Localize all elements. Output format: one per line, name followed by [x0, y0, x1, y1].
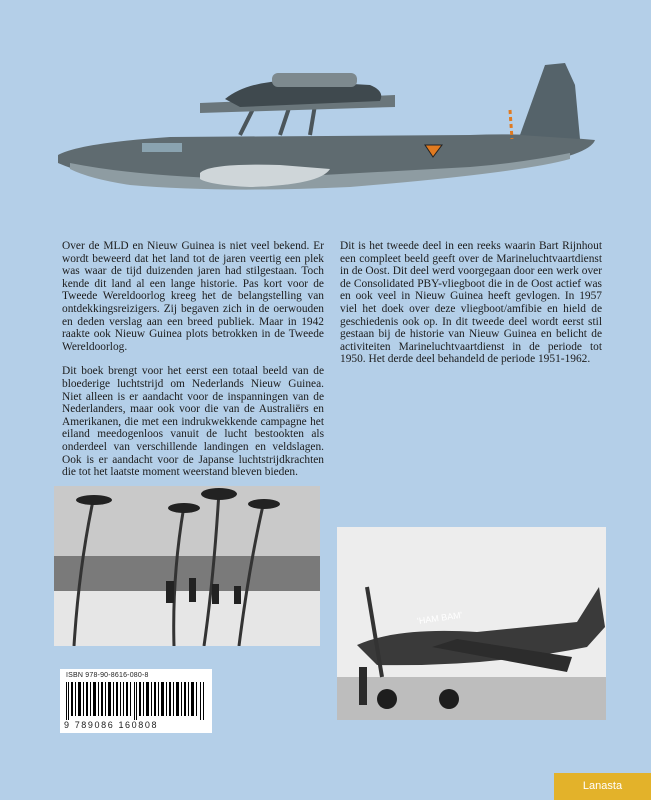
isbn-text: ISBN 978-90-8616-080-8 [66, 672, 149, 679]
left-text-column [62, 240, 324, 491]
barcode [60, 669, 212, 733]
book-paragraph: Dit boek brengt voor het eerst een totaal beeld van de bloederige luchtstrijd om Nederlands Nieuw Guinea. Niet alleen is er aandacht voor de inspanningen van de Nederlanders, maar ook voor die van de Australiërs en Amerikanen, die met een indrukwekkende campagne het eiland meedogenloos vanuit de lucht bestookten als onderdeel van verschillende landingen en veldslagen. Ook is er aandacht voor de Japanse luchtstrijdkrachten die tot het laatste moment weerstand bleven bieden. [62, 365, 324, 479]
nose-art-text: 'HAM BAM' [416, 609, 463, 627]
intro-paragraph: Over de MLD en Nieuw Guinea is niet veel bekend. Er wordt beweerd dat het land tot de jaren veertig een plek was waar de tijd duizenden jaren had stilgestaan. Toch kende dit land al een lange historie. Pas kort voor de Tweede Wereldoorlog kreeg het de belangstelling van ontdekkingsreizigers. Zij begaven zich in de oerwouden en deden verslag aan een breed publiek. Maar in 1942 raakte ook Nieuw Guinea plots betrokken in de Tweede Wereldoorlog. [62, 240, 324, 353]
fighter-aircraft-photo [337, 527, 606, 720]
right-text-column [340, 240, 602, 378]
publisher-badge: Lanasta [554, 773, 651, 800]
beach-landing-photo [54, 486, 320, 646]
barcode-bars [66, 682, 206, 720]
seaplane-illustration [50, 55, 610, 205]
barcode-number: 9 789086 160808 [64, 720, 159, 730]
series-paragraph: Dit is het tweede deel in een reeks waarin Bart Rijnhout een compleet beeld geeft over de Marineluchtvaartdienst in de Oost. Dit deel werd voorgegaan door een werk over de Consolidated PBY-vliegboot die in de Oost actief was en ook veel in Nieuw Guinea heeft gevlogen. In 1957 viel het doek over deze vliegboot/amfibie en hield de geschiedenis ook op. In dit tweede deel wordt eerst stil gestaan bij de historie van Nieuw Guinea en belicht de activiteiten Marineluchtvaartdienst in de periode tot 1950. Het derde deel behandeld de periode 1951-1962. [340, 240, 602, 366]
